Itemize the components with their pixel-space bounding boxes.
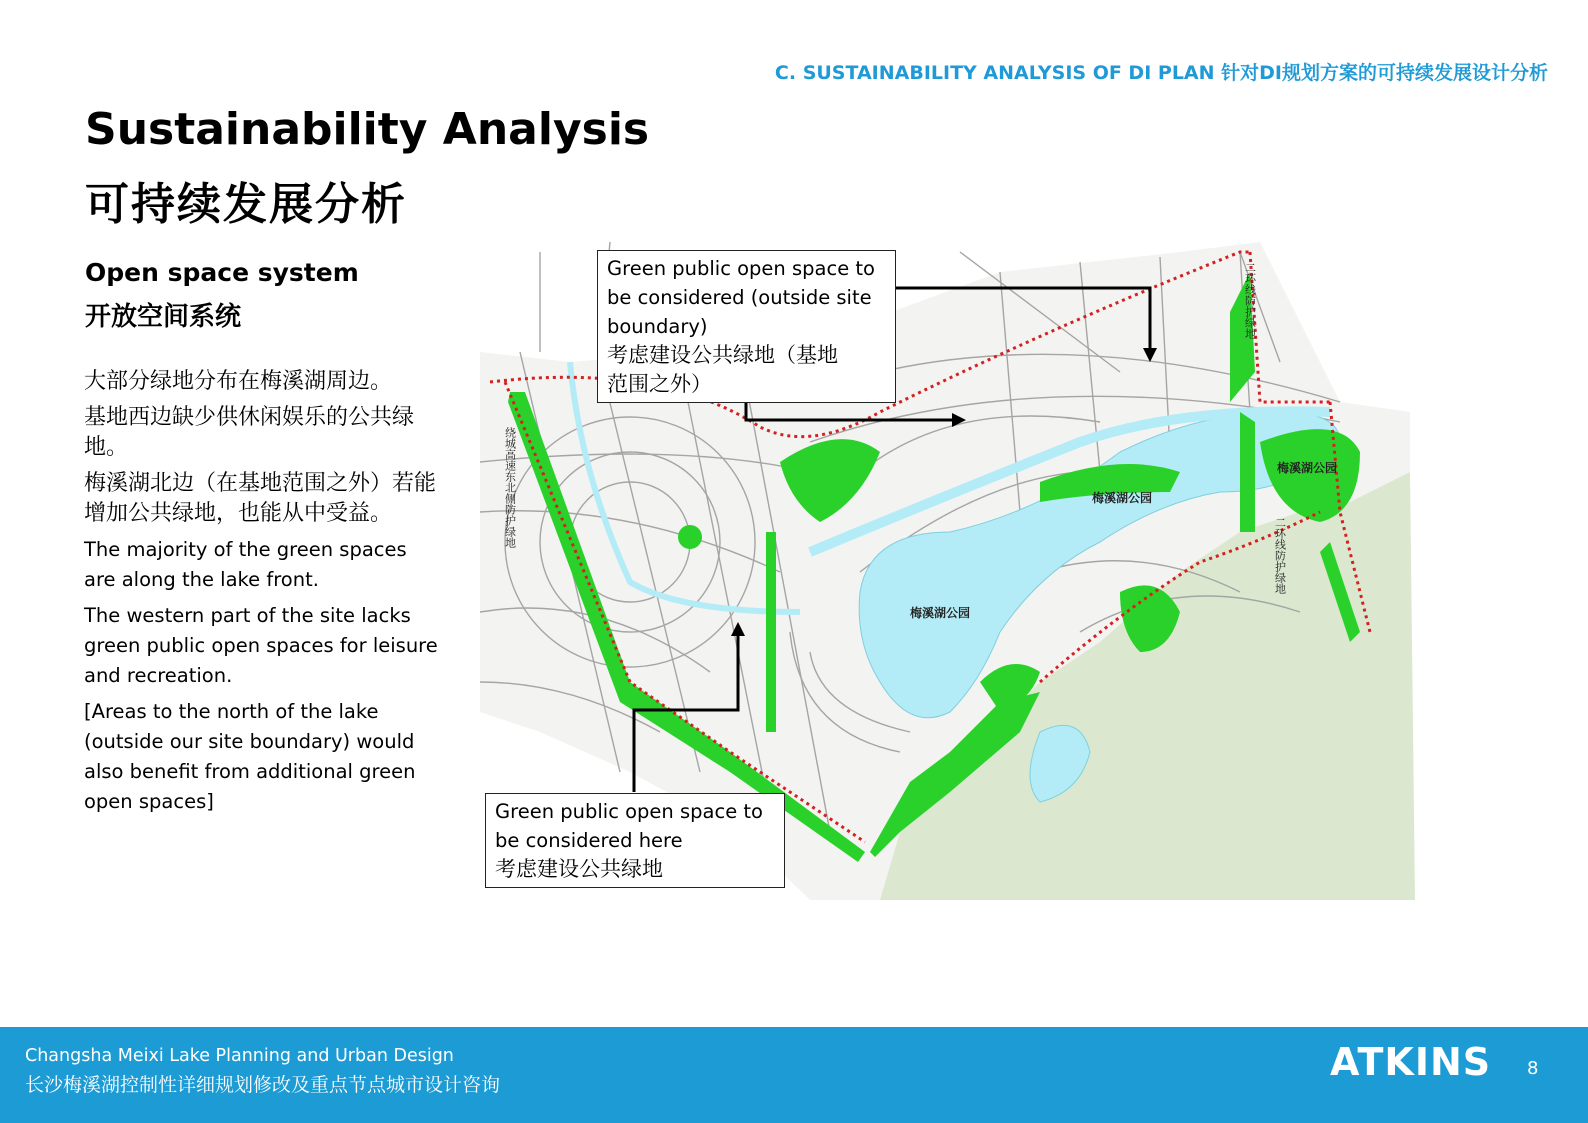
page-title-cn: 可持续发展分析 [85, 179, 407, 230]
green-east-strip [1240, 412, 1255, 532]
callout-top-en-3: boundary) [607, 315, 708, 338]
subtitle-en: Open space system [85, 258, 359, 287]
map-label-east-vertical-2: 二环线防护绿地 [1273, 517, 1287, 594]
callout-bottom-en-1: Green public open space to [495, 800, 763, 823]
callout-top-cn-1: 考虑建设公共绿地（基地 [607, 343, 838, 367]
body-paragraph-cn-3: 梅溪湖北边（在基地范围之外）若能增加公共绿地，也能从中受益。 [84, 471, 437, 526]
callout-top-en-2: be considered (outside site [607, 286, 872, 309]
body-text [84, 367, 444, 823]
atkins-logo: ATKINS [1330, 1040, 1492, 1084]
map-label-park-north: 梅溪湖公园 [1092, 491, 1153, 505]
map-label-park-east: 梅溪湖公园 [1277, 461, 1338, 475]
green-small-park [678, 525, 702, 549]
callout-bottom [485, 793, 785, 888]
callout-bottom-en-2: be considered here [495, 829, 683, 852]
map-label-east-vertical: 二环线防护绿地 [1243, 262, 1257, 339]
footer-project-en: Changsha Meixi Lake Planning and Urban Design [25, 1046, 454, 1066]
section-header: C. SUSTAINABILITY ANALYSIS OF DI PLAN 针对DI规划方案的可持续发展设计分析 [774, 62, 1548, 84]
subtitle-cn: 开放空间系统 [85, 302, 242, 332]
body-paragraph-cn-2: 基地西边缺少供休闲娱乐的公共绿地。 [84, 405, 415, 460]
green-west-vertical [766, 532, 776, 732]
callout-bottom-cn-1: 考虑建设公共绿地 [495, 857, 663, 881]
body-paragraph-en-2: The western part of the site lacks green public open spaces for leisure and recreation. [84, 604, 438, 687]
map-label-park-center: 梅溪湖公园 [910, 606, 971, 620]
map-label-west-vertical: 绕城高速东北侧防护绿地 [503, 427, 517, 548]
page-title-en: Sustainability Analysis [85, 104, 650, 155]
body-paragraph-en-3: [Areas to the north of the lake (outside our site boundary) would also benefit from additional green open spaces] [84, 700, 416, 813]
callout-top [597, 250, 896, 403]
footer-project-cn: 长沙梅溪湖控制性详细规划修改及重点节点城市设计咨询 [25, 1074, 501, 1096]
callout-top-cn-2: 范围之外） [607, 372, 712, 396]
page-number: 8 [1527, 1058, 1539, 1079]
body-paragraph-cn-1: 大部分绿地分布在梅溪湖周边。 [84, 369, 393, 394]
callout-top-en-1: Green public open space to [607, 257, 875, 280]
body-paragraph-en-1: The majority of the green spaces are along the lake front. [84, 538, 407, 591]
